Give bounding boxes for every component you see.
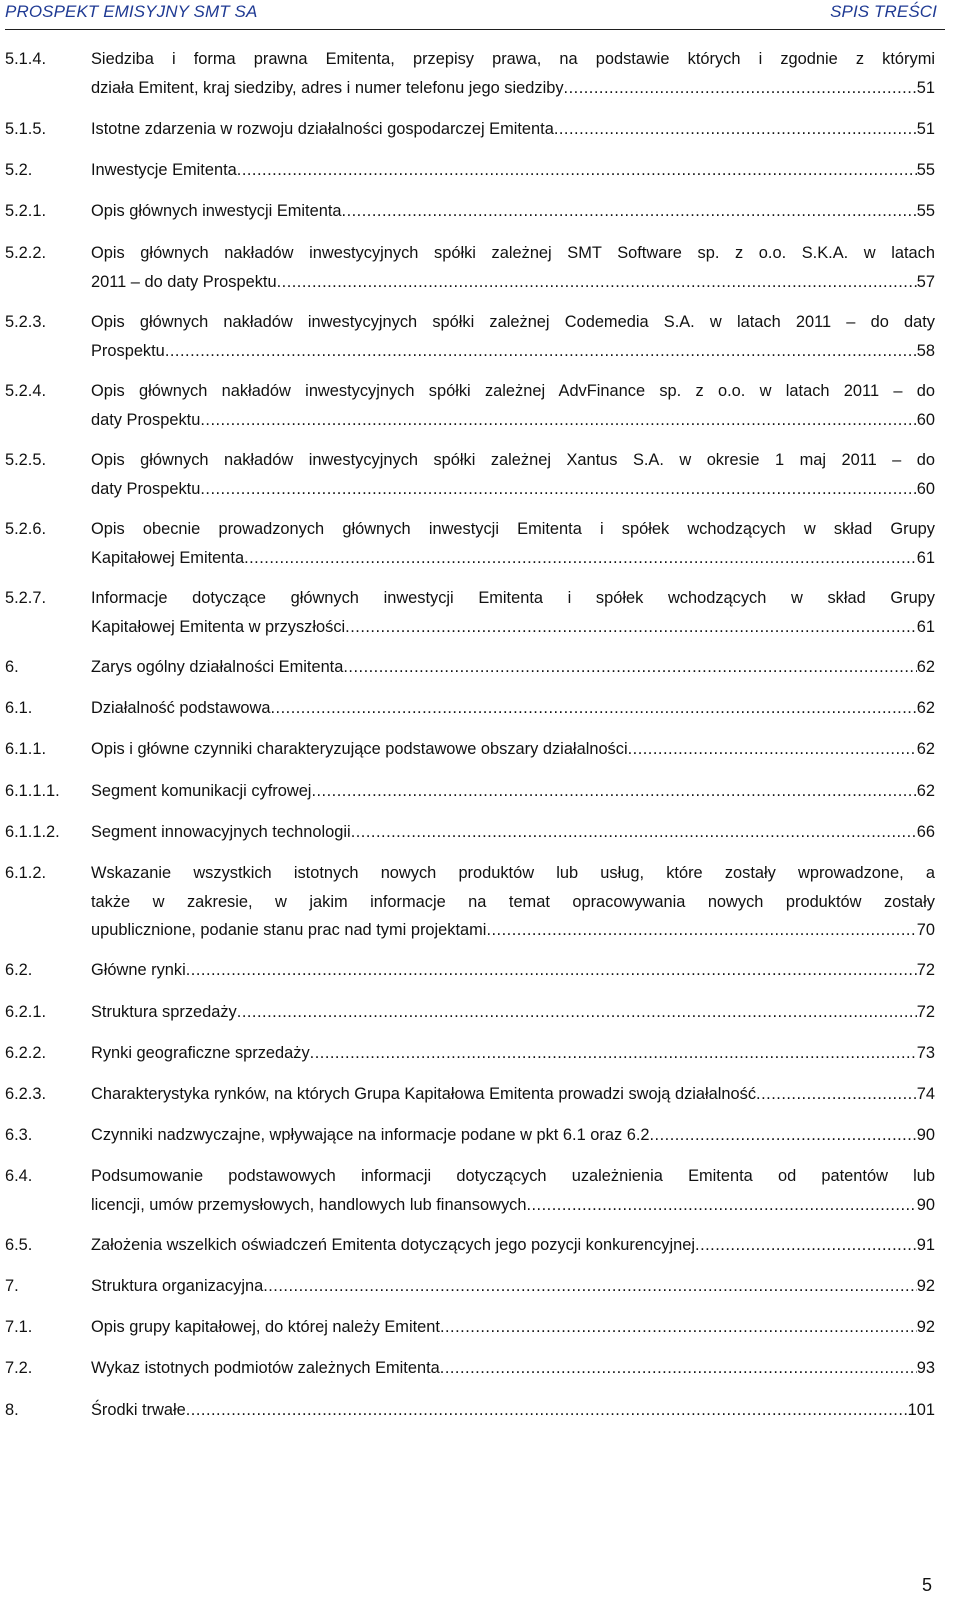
- dot-leader: [342, 197, 917, 226]
- toc-entry-number: 6.1.1.1.: [5, 782, 60, 800]
- toc-entry-page: 70: [916, 921, 935, 939]
- toc-entry[interactable]: [5, 818, 935, 847]
- toc-entry-title: Struktura organizacyjna: [91, 1277, 264, 1295]
- page-number: 5: [921, 1575, 932, 1595]
- toc-entry-page: 74: [916, 1085, 935, 1103]
- toc-entry-page: 51: [916, 78, 935, 97]
- toc-entry-number: 5.2.4.: [5, 382, 47, 400]
- toc-entry-title: działa Emitent, kraj siedziby, adres i numer telefonu jego siedziby: [91, 78, 564, 97]
- toc-entry-title: Segment komunikacji cyfrowej: [91, 782, 312, 800]
- toc-entry-title: Segment innowacyjnych technologii: [91, 823, 351, 841]
- toc-entry-page: 61: [916, 548, 935, 567]
- toc-entry-title-line: Opis głównych nakładów inwestycyjnych spółki zależnej Codemedia S.A. w latach 2011 – do daty: [91, 313, 935, 331]
- toc-entry-page: 90: [916, 1126, 935, 1144]
- dot-leader: [263, 1272, 917, 1301]
- document-title: PROSPEKT EMISYJNY SMT SA: [5, 2, 258, 21]
- dot-leader: [277, 268, 917, 297]
- toc-entry-number: 6.5.: [5, 1236, 33, 1254]
- toc-entry-page: 62: [916, 740, 935, 758]
- toc-entry-number: 5.2.3.: [5, 313, 47, 331]
- toc-entry-number: 7.: [5, 1277, 19, 1295]
- toc-entry-number: 6.2.3.: [5, 1085, 47, 1103]
- toc-entry[interactable]: [5, 1354, 935, 1383]
- dot-leader: [628, 735, 917, 764]
- toc-entry[interactable]: [5, 1272, 935, 1301]
- toc-entry[interactable]: [5, 239, 935, 296]
- toc-entry-page: 90: [916, 1195, 935, 1214]
- toc-entry-page: 55: [916, 202, 935, 220]
- toc-entry-title: Kapitałowej Emitenta: [91, 548, 245, 567]
- toc-entry-page: 60: [916, 479, 935, 498]
- toc-entry[interactable]: [5, 653, 935, 682]
- toc-entry-number: 6.1.1.2.: [5, 823, 60, 841]
- dot-leader: [486, 916, 916, 945]
- toc-entry-title: Czynniki nadzwyczajne, wpływające na informacje podane w pkt 6.1 oraz 6.2: [91, 1126, 650, 1144]
- toc-entry-number: 6.3.: [5, 1126, 33, 1144]
- toc-entry[interactable]: [5, 156, 935, 185]
- toc-entry[interactable]: [5, 777, 935, 806]
- toc-entry[interactable]: [5, 1162, 935, 1219]
- toc-entry-page: 58: [916, 341, 935, 360]
- toc-entry-page: 62: [916, 699, 935, 717]
- section-title: SPIS TREŚCI: [830, 2, 937, 21]
- dot-leader: [756, 1080, 917, 1109]
- toc-entry-title-line: Wskazanie wszystkich istotnych nowych produktów lub usług, które zostały wprowadzone, a: [91, 864, 935, 882]
- toc-entry-title-line: Opis głównych nakładów inwestycyjnych spółki zależnej AdvFinance sp. z o.o. w latach 2011 – do: [91, 382, 935, 400]
- toc-entry[interactable]: [5, 584, 935, 641]
- toc-entry-number: 7.2.: [5, 1359, 33, 1377]
- dot-leader: [237, 156, 917, 185]
- toc-entry-title: Charakterystyka rynków, na których Grupa Kapitałowa Emitenta prowadzi swoją działalność: [91, 1085, 757, 1103]
- toc-entry[interactable]: [5, 1231, 935, 1260]
- toc-entry-number: 6.1.2.: [5, 864, 47, 882]
- toc-entry-title: Zarys ogólny działalności Emitenta: [91, 658, 344, 676]
- toc-entry-number: 7.1.: [5, 1318, 33, 1336]
- dot-leader: [440, 1354, 917, 1383]
- toc-entry[interactable]: [5, 1313, 935, 1342]
- toc-entry-title: 2011 – do daty Prospektu: [91, 272, 277, 291]
- dot-leader: [440, 1313, 917, 1342]
- dot-leader: [649, 1121, 916, 1150]
- dot-leader: [343, 653, 916, 682]
- page-header: [5, 0, 945, 30]
- toc-entry-title: Struktura sprzedaży: [91, 1003, 237, 1021]
- toc-entry-title: Inwestycje Emitenta: [91, 161, 237, 179]
- toc-entry-page: 93: [916, 1359, 935, 1377]
- dot-leader: [554, 115, 917, 144]
- toc-entry-number: 5.1.4.: [5, 50, 47, 68]
- dot-leader: [237, 998, 917, 1027]
- toc-entry[interactable]: [5, 735, 935, 764]
- dot-leader: [526, 1191, 916, 1220]
- toc-entry-page: 57: [916, 272, 935, 291]
- toc-entry-number: 5.2.7.: [5, 589, 47, 607]
- toc-entry-number: 6.2.1.: [5, 1003, 47, 1021]
- toc-entry-title-line: Informacje dotyczące głównych inwestycji Emitenta i spółek wchodzących w skład Grupy: [91, 589, 935, 607]
- toc-entry-page: 55: [916, 161, 935, 179]
- toc-entry[interactable]: [5, 45, 935, 102]
- dot-leader: [310, 1039, 917, 1068]
- toc-entry-page: 61: [916, 617, 935, 636]
- toc-entry-number: 5.2.6.: [5, 520, 47, 538]
- toc-entry-title-line: Podsumowanie podstawowych informacji dotyczących uzależnienia Emitenta od patentów lub: [91, 1167, 935, 1185]
- toc-entry-title: Rynki geograficzne sprzedaży: [91, 1044, 310, 1062]
- toc-entry-title: Kapitałowej Emitenta w przyszłości: [91, 617, 346, 636]
- dot-leader: [351, 818, 917, 847]
- toc-entry-title: Prospektu: [91, 341, 165, 360]
- toc-entry-page: 72: [916, 961, 935, 979]
- dot-leader: [186, 956, 917, 985]
- toc-entry-title-line: Opis głównych nakładów inwestycyjnych spółki zależnej Xantus S.A. w okresie 1 maj 2011 – do: [91, 451, 935, 469]
- toc-entry-title-line: także w zakresie, w jakim informacje na temat opracowywania nowych produktów zostały: [91, 892, 935, 911]
- toc-entry[interactable]: [5, 859, 935, 945]
- toc-entry[interactable]: [5, 197, 935, 226]
- toc-entry[interactable]: [5, 515, 935, 572]
- toc-entry-page: 73: [916, 1044, 935, 1062]
- toc-entry-page: 62: [916, 782, 935, 800]
- toc-entry-number: 5.2.: [5, 161, 33, 179]
- toc-entry-title: daty Prospektu: [91, 410, 201, 429]
- toc-entry-number: 5.2.5.: [5, 451, 47, 469]
- toc-entry-title: Środki trwałe: [91, 1401, 186, 1419]
- toc-entry[interactable]: [5, 446, 935, 503]
- toc-entry[interactable]: [5, 694, 935, 723]
- toc-entry-page: 101: [907, 1401, 935, 1419]
- toc-entry-title: Opis grupy kapitałowej, do której należy Emitent: [91, 1318, 440, 1336]
- toc-entry-page: 92: [916, 1318, 935, 1336]
- dot-leader: [244, 544, 917, 573]
- toc-entry-title: Główne rynki: [91, 961, 186, 979]
- dot-leader: [311, 777, 916, 806]
- toc-entry-page: 92: [916, 1277, 935, 1295]
- toc-entry-number: 5.2.2.: [5, 244, 47, 262]
- toc-entry[interactable]: [5, 998, 935, 1027]
- toc-entry-title: licencji, umów przemysłowych, handlowych lub finansowych: [91, 1195, 527, 1214]
- toc-entry[interactable]: [5, 956, 935, 985]
- toc-entry[interactable]: [5, 308, 935, 365]
- toc-entry-title: Opis i główne czynniki charakteryzujące podstawowe obszary działalności: [91, 740, 628, 758]
- toc-entry[interactable]: [5, 1080, 935, 1109]
- dot-leader: [200, 475, 916, 504]
- toc-entry-page: 60: [916, 410, 935, 429]
- toc-entry[interactable]: [5, 1396, 935, 1425]
- toc-entry-page: 72: [916, 1003, 935, 1021]
- toc-entry-page: 51: [916, 120, 935, 138]
- toc-entry-number: 8.: [5, 1401, 19, 1419]
- toc-entry[interactable]: [5, 377, 935, 434]
- toc-entry-title: Istotne zdarzenia w rozwoju działalności gospodarczej Emitenta: [91, 120, 554, 138]
- toc-entry[interactable]: [5, 115, 935, 144]
- toc-entry-title: daty Prospektu: [91, 479, 201, 498]
- dot-leader: [200, 406, 916, 435]
- toc-entry-title: Działalność podstawowa: [91, 699, 271, 717]
- toc-entry[interactable]: [5, 1121, 935, 1150]
- toc-entry-number: 5.1.5.: [5, 120, 47, 138]
- toc-entry-page: 66: [916, 823, 935, 841]
- dot-leader: [186, 1396, 908, 1425]
- toc-entry-number: 6.: [5, 658, 19, 676]
- toc-entry-title: upublicznione, podanie stanu prac nad tymi projektami: [91, 921, 487, 939]
- toc-entry-title-line: Opis głównych nakładów inwestycyjnych spółki zależnej SMT Software sp. z o.o. S.K.A. w latach: [91, 244, 935, 262]
- toc-entry-title: Opis głównych inwestycji Emitenta: [91, 202, 342, 220]
- toc-entry-title-line: Siedziba i forma prawna Emitenta, przepisy prawa, na podstawie których i zgodnie z którymi: [91, 50, 935, 68]
- toc-entry-number: 6.1.1.: [5, 740, 47, 758]
- toc-entry[interactable]: [5, 1039, 935, 1068]
- toc-entry-page: 91: [916, 1236, 935, 1254]
- dot-leader: [165, 337, 917, 366]
- toc-entry-number: 6.2.2.: [5, 1044, 47, 1062]
- dot-leader: [270, 694, 916, 723]
- toc-entry-title: Wykaz istotnych podmiotów zależnych Emitenta: [91, 1359, 440, 1377]
- dot-leader: [695, 1231, 917, 1260]
- toc-entry-number: 5.2.1.: [5, 202, 47, 220]
- toc-entry-number: 6.1.: [5, 699, 33, 717]
- dot-leader: [564, 74, 917, 103]
- toc-entry-number: 6.2.: [5, 961, 33, 979]
- toc-entry-title: Założenia wszelkich oświadczeń Emitenta dotyczących jego pozycji konkurencyjnej: [91, 1236, 696, 1254]
- dot-leader: [345, 613, 917, 642]
- toc-entry-page: 62: [916, 658, 935, 676]
- toc-entry-number: 6.4.: [5, 1167, 33, 1185]
- toc-entry-title-line: Opis obecnie prowadzonych głównych inwestycji Emitenta i spółek wchodzących w skład Grupy: [91, 520, 935, 538]
